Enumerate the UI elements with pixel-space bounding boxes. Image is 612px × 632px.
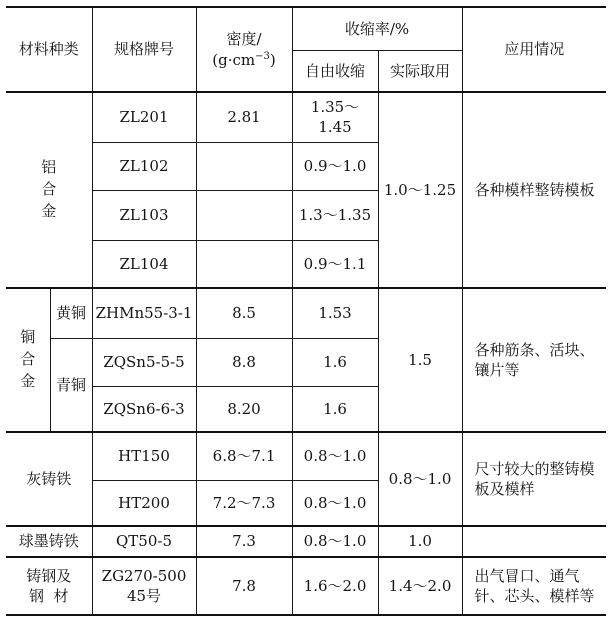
density-cell <box>196 240 292 288</box>
table-row <box>6 92 606 142</box>
subgroup-label-brass: 黄铜 <box>50 288 92 338</box>
density-cell: 2.81 <box>196 92 292 142</box>
group-label-steel <box>6 557 92 615</box>
free-shrinkage-cell: 1.53 <box>292 288 378 338</box>
grade-cell: HT200 <box>92 480 196 526</box>
free-shrinkage-cell: 1.3～1.35 <box>292 190 378 240</box>
header-density-unit <box>199 50 290 70</box>
density-cell <box>196 190 292 240</box>
grade-cell: ZHMn55-3-1 <box>92 288 196 338</box>
grade-cell: ZQSn5-5-5 <box>92 338 196 386</box>
actual-value-gray-iron: 0.8～1.0 <box>378 432 462 526</box>
actual-value-steel: 1.4～2.0 <box>378 557 462 615</box>
free-shrinkage-cell: 0.9～1.0 <box>292 142 378 190</box>
header-application: 应用情况 <box>462 7 606 92</box>
table-row <box>6 288 606 338</box>
density-cell: 7.2～7.3 <box>196 480 292 526</box>
application-steel: 出气冒口、通气针、芯头、模样等 <box>462 557 606 615</box>
grade-cell: HT150 <box>92 432 196 480</box>
header-density-unit-pre: (g·cm <box>212 50 256 69</box>
subgroup-label-bronze: 青铜 <box>50 338 92 432</box>
grade-cell: QT50-5 <box>92 526 196 557</box>
material-shrinkage-table <box>6 6 606 616</box>
actual-value-aluminum: 1.0～1.25 <box>378 92 462 288</box>
density-cell: 8.20 <box>196 386 292 432</box>
free-shrinkage-cell: 1.6～2.0 <box>292 557 378 615</box>
header-density <box>196 7 292 92</box>
free-shrinkage-cell: 1.6 <box>292 386 378 432</box>
density-cell: 7.8 <box>196 557 292 615</box>
free-shrinkage-cell: 0.8～1.0 <box>292 432 378 480</box>
density-cell <box>196 142 292 190</box>
header-row-1 <box>6 7 606 50</box>
header-shrinkage: 收缩率/% <box>292 7 462 50</box>
group-label-steel-line1: 铸钢及 <box>26 566 72 585</box>
application-ductile-iron <box>462 526 606 557</box>
header-grade: 规格牌号 <box>92 7 196 92</box>
application-aluminum: 各种模样整铸模板 <box>462 92 606 288</box>
grade-cell <box>92 557 196 615</box>
actual-value-copper: 1.5 <box>378 288 462 432</box>
table-row <box>6 557 606 615</box>
density-cell: 6.8～7.1 <box>196 432 292 480</box>
table-row <box>6 526 606 557</box>
grade-cell: ZL102 <box>92 142 196 190</box>
density-cell: 8.5 <box>196 288 292 338</box>
grade-cell: ZL103 <box>92 190 196 240</box>
material-shrinkage-table-container <box>6 6 606 616</box>
free-shrinkage-cell: 1.35～1.45 <box>292 92 378 142</box>
application-gray-iron: 尺寸较大的整铸模板及模样 <box>462 432 606 526</box>
group-label-gray-iron: 灰铸铁 <box>6 432 92 526</box>
density-cell: 8.8 <box>196 338 292 386</box>
free-shrinkage-cell: 1.6 <box>292 338 378 386</box>
grade-line1: ZG270-500 <box>101 566 187 585</box>
header-density-title: 密度/ <box>226 30 262 49</box>
header-actual-value: 实际取用 <box>378 50 462 92</box>
header-material-type: 材料种类 <box>6 7 92 92</box>
actual-value-ductile-iron: 1.0 <box>378 526 462 557</box>
group-label-ductile-iron: 球墨铸铁 <box>6 526 92 557</box>
header-density-unit-post: ) <box>269 50 276 69</box>
table-row <box>6 432 606 480</box>
application-copper: 各种筋条、活块、镶片等 <box>462 288 606 432</box>
group-label-copper: 铜合金 <box>6 288 50 432</box>
header-density-unit-exp: −3 <box>255 50 270 62</box>
group-label-aluminum: 铝合金 <box>6 92 92 288</box>
grade-line2: 45号 <box>126 587 162 605</box>
header-free-shrinkage: 自由收缩 <box>292 50 378 92</box>
grade-cell: ZQSn6-6-3 <box>92 386 196 432</box>
free-shrinkage-cell: 0.9～1.1 <box>292 240 378 288</box>
free-shrinkage-cell: 0.8～1.0 <box>292 480 378 526</box>
density-cell: 7.3 <box>196 526 292 557</box>
grade-cell: ZL104 <box>92 240 196 288</box>
free-shrinkage-cell: 0.8～1.0 <box>292 526 378 557</box>
grade-cell: ZL201 <box>92 92 196 142</box>
group-label-steel-line2: 钢 材 <box>28 587 69 605</box>
